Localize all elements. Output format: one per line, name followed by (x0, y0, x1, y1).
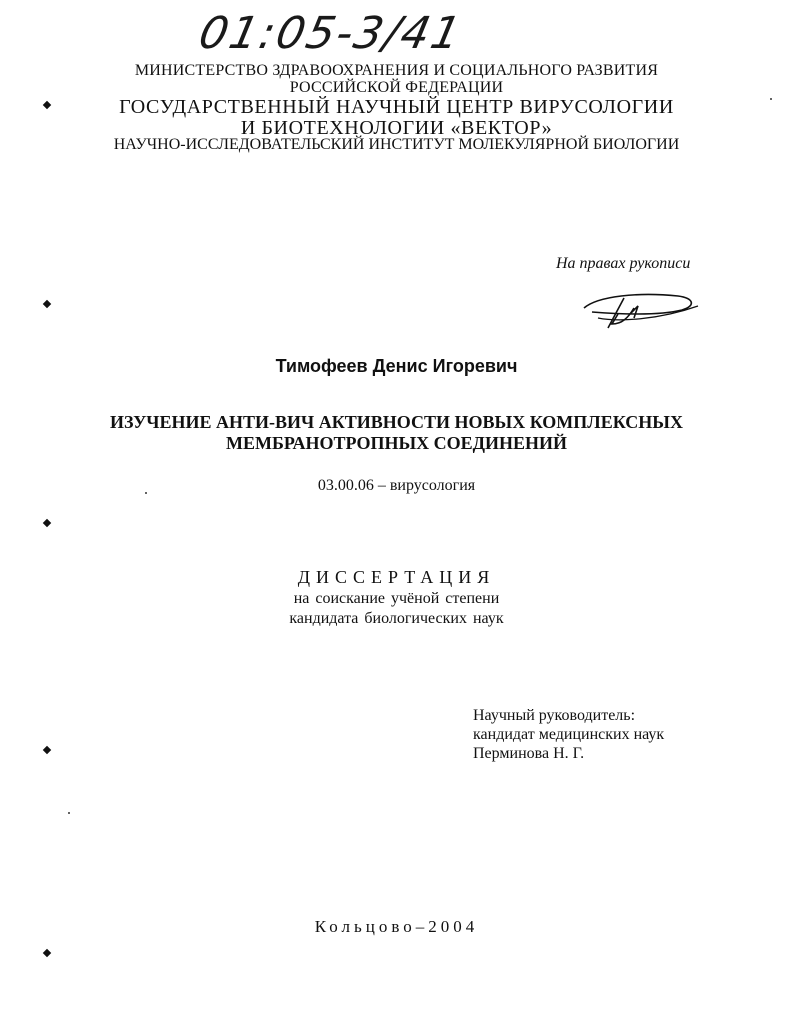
author-name: Тимофеев Денис Игоревич (275, 356, 518, 376)
rights-note: На правах рукописи (556, 255, 691, 272)
binding-mark (43, 949, 51, 957)
scan-speck (68, 812, 70, 814)
scan-speck (770, 98, 772, 100)
center-line-2: И БИОТЕХНОЛОГИИ «ВЕКТОР» (240, 117, 553, 139)
supervisor-name: Перминова Н. Г. (473, 745, 585, 762)
binding-mark (43, 746, 51, 754)
ministry-line-1: МИНИСТЕРСТВО ЗДРАВООХРАНЕНИЯ И СОЦИАЛЬНОГО РАЗВИТИЯ (134, 62, 659, 79)
specialty-code: 03.00.06 – вирусология (317, 477, 476, 494)
ministry-line-2: РОССИЙСКОЙ ФЕДЕРАЦИИ (289, 79, 504, 96)
binding-mark (43, 300, 51, 308)
supervisor-block (473, 706, 664, 763)
degree-line-2: кандидата биологических наук (289, 610, 504, 627)
dissertation-heading: ДИССЕРТАЦИЯ (297, 567, 496, 587)
scan-speck (145, 492, 147, 494)
institute-name: НАУЧНО-ИССЛЕДОВАТЕЛЬСКИЙ ИНСТИТУТ МОЛЕКУЛЯРНОЙ БИОЛОГИИ (113, 136, 680, 153)
binding-mark (43, 519, 51, 527)
handwritten-archive-code: 01:05-3/41 (194, 8, 467, 59)
signature (578, 284, 702, 332)
dissertation-title-line-1: ИЗУЧЕНИЕ АНТИ-ВИЧ АКТИВНОСТИ НОВЫХ КОМПЛЕКСНЫХ (110, 412, 683, 432)
degree-line-1: на соискание учёной степени (293, 590, 500, 607)
place-year: Кольцово–2004 (314, 917, 479, 936)
dissertation-title-line-2: МЕМБРАНОТРОПНЫХ СОЕДИНЕНИЙ (225, 433, 568, 453)
supervisor-label: Научный руководитель: (473, 707, 636, 724)
center-line-1: ГОСУДАРСТВЕННЫЙ НАУЧНЫЙ ЦЕНТР ВИРУСОЛОГИИ (119, 96, 674, 118)
supervisor-degree: кандидат медицинских наук (473, 726, 665, 743)
